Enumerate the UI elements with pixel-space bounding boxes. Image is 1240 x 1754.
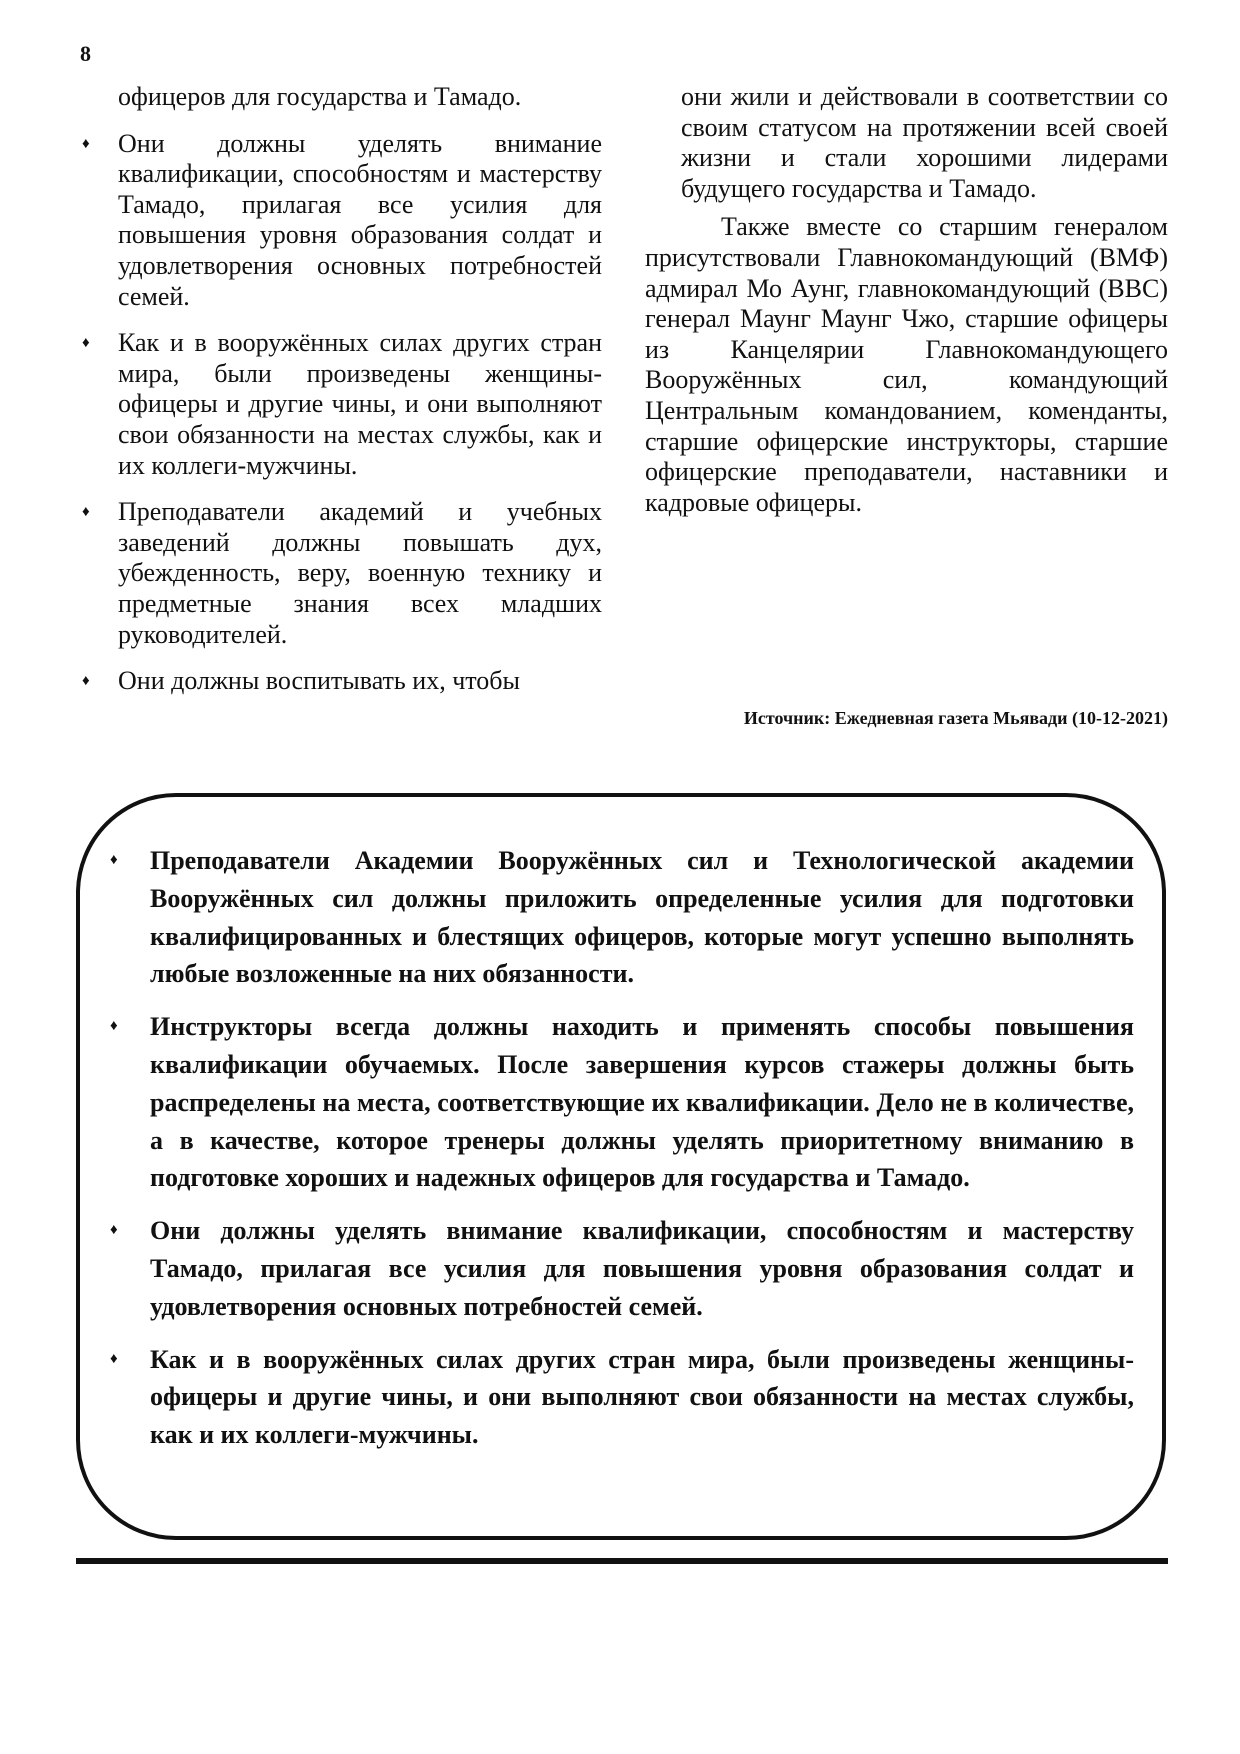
left-list-item-text: Они должны уделять внимание квалификации, способностям и мастерству Тамадо, прилагая все усилия для повышения уровня образования солдат и удовлетворения основных потребностей семей. bbox=[118, 128, 602, 311]
box-list-item-3 bbox=[110, 1212, 1134, 1325]
diamond-bullet-icon: ♦ bbox=[82, 504, 90, 521]
diamond-bullet-icon: ♦ bbox=[110, 1222, 118, 1239]
left-list-item-text: Как и в вооружённых силах других стран мира, были произведены женщины-офицеры и другие чины, и они выполняют свои обязанности на местах службы, как и их коллеги-мужчины. bbox=[118, 328, 602, 480]
left-list-item-4 bbox=[82, 666, 602, 697]
left-list-item-text: Преподаватели академий и учебных заведений должны повышать дух, убежденность, веру, военную технику и предметные знания всех младших руководителей. bbox=[118, 497, 602, 649]
left-list-item-3 bbox=[82, 497, 602, 650]
diamond-bullet-icon: ♦ bbox=[110, 1018, 118, 1035]
box-list-item-text: Как и в вооружённых силах других стран мира, были произведены женщины-офицеры и другие чины, и они выполняют свои обязанности на местах службы, как и их коллеги-мужчины. bbox=[150, 1344, 1134, 1450]
left-list-item-1 bbox=[82, 129, 602, 313]
box-list-item-text: Они должны уделять внимание квалификации, способностям и мастерству Тамадо, прилагая все усилия для повышения уровня образования солдат и удовлетворения основных потребностей семей. bbox=[150, 1216, 1134, 1321]
attendees-paragraph: Также вместе со старшим генералом присутствовали Главнокомандующий (ВМФ) адмирал Мо Аунг, главнокомандующий (ВВС) генерал Маунг Маунг Чжо, старшие офицеры из Канцелярии Главнокомандующего Вооружённых сил, командующий Центральным командованием, коменданты, старшие офицерские инструкторы, старшие офицерские преподаватели, наставники и кадровые офицеры. bbox=[645, 212, 1168, 517]
bottom-divider bbox=[76, 1558, 1168, 1564]
left-list-item-2 bbox=[82, 328, 602, 481]
diamond-bullet-icon: ♦ bbox=[110, 852, 118, 868]
right-continuation-text: они жили и действовали в соответствии со своим статусом на протяжении всей своей жизни и стали хорошими лидерами будущего государства и Тамадо. bbox=[681, 82, 1168, 203]
diamond-bullet-icon: ♦ bbox=[82, 335, 90, 352]
source-citation: Источник: Ежедневная газета Мьявади (10-12-2021) bbox=[743, 708, 1168, 728]
box-list-item-2 bbox=[110, 1008, 1134, 1197]
box-list-item-text: Преподаватели Академии Вооружённых сил и Технологической академии Вооружённых сил должны приложить определенные усилия для подготовки квалифицированных и блестящих офицеров, которые могут успешно выполнять любые возложенные на них обязанности. bbox=[150, 846, 1134, 989]
left-column bbox=[82, 82, 602, 697]
box-list-item-1 bbox=[110, 842, 1134, 993]
diamond-bullet-icon: ♦ bbox=[82, 673, 90, 690]
left-list-item-text: Они должны воспитывать их, чтобы bbox=[118, 666, 520, 696]
box-list-item-4 bbox=[110, 1341, 1134, 1454]
diamond-bullet-icon: ♦ bbox=[82, 135, 90, 152]
page-number: 8 bbox=[80, 41, 91, 66]
right-column bbox=[645, 82, 1168, 518]
left-continuation-text: офицеров для государства и Тамадо. bbox=[118, 82, 522, 111]
box-list-item-text: Инструкторы всегда должны находить и применять способы повышения квалификации обучаемых. После завершения курсов стажеры должны быть распределены на места, соответствующие их квалификации. Дело не в количестве, а в качестве, которое тренеры должны уделять приоритетному вниманию в подготовке хороших и надежных офицеров для государства и Тамадо. bbox=[150, 1012, 1134, 1193]
diamond-bullet-icon: ♦ bbox=[110, 1350, 118, 1367]
highlight-box-list bbox=[110, 842, 1134, 1469]
